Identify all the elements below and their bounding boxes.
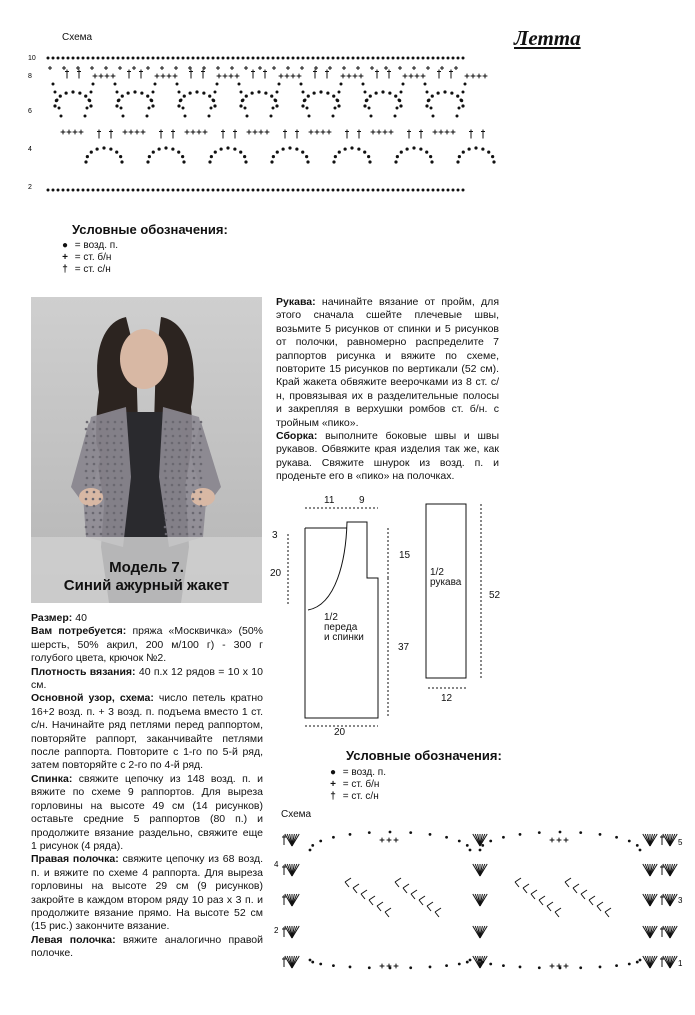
sleeve-label-1: 1/2 xyxy=(430,567,444,578)
photo-caption xyxy=(31,559,262,595)
legend-bottom-list xyxy=(326,767,386,803)
top-pattern-stitches xyxy=(47,57,496,192)
bottom-row-2: 2 xyxy=(274,926,279,935)
dim-right-15: 15 xyxy=(399,550,411,561)
bottom-chart-label: Схема xyxy=(281,809,312,820)
pattern-paragraph: Основной узор, схема: число петель кратно 16+2 возд. п. + 3 возд. п. подъема вместо 1 ст. с/н. Начинайте ряд петлями перед раппортом, повторяйте раппорт, заканчивайте петлями после раппорта. Повторите с 1-го по 5-й ряд, затем повторяйте с 2-го по 4-й ряд. xyxy=(31,692,263,772)
single-crochet-symbol-icon: + xyxy=(62,252,68,263)
top-row-8: 8 xyxy=(28,73,32,80)
legend-top-item: † = ст. с/н xyxy=(58,264,118,276)
legend-top-item: ● = возд. п. xyxy=(58,240,118,252)
legend-bottom-item: ● = возд. п. xyxy=(326,767,386,779)
double-crochet-symbol-icon: † xyxy=(62,264,68,275)
left-front-paragraph: Левая полочка: вяжите аналогично правой полочке. xyxy=(31,933,263,960)
sleeve-label-2: рукава xyxy=(430,577,462,588)
top-chart-label: Схема xyxy=(62,32,93,43)
back-paragraph: Спинка: свяжите цепочку из 148 возд. п. и вяжите по схеме 9 раппортов. Для выреза горловины на высоте 49 см (14 рисунков) оставьте средние 5 раппортов (80 п.) и продолжите вязание раздельно, свяжите еще 1 рисунок (4 ряда). xyxy=(31,772,263,852)
body-label-3: и спинки xyxy=(324,632,364,643)
bottom-row-4: 4 xyxy=(274,860,279,869)
legend-top-item: + = ст. б/н xyxy=(58,252,118,264)
bottom-row-1: 1 xyxy=(678,959,683,968)
body-label-2: переда xyxy=(324,622,358,633)
single-crochet-symbol-icon: + xyxy=(330,779,336,790)
dim-left-20: 20 xyxy=(270,568,282,579)
gauge-paragraph: Плотность вязания: 40 п.х 12 рядов = 10 х 10 см. xyxy=(31,665,263,692)
body-label-1: 1/2 xyxy=(324,612,338,623)
bottom-crochet-chart xyxy=(270,820,690,985)
materials-paragraph: Вам потребуется: пряжа «Москвичка» (50% шерсть, 50% акрил, 200 м/100 г) - 300 г голубого цвета, крючок №2. xyxy=(31,625,264,665)
right-front-paragraph: Правая полочка: свяжите цепочку из 68 возд. п. и вяжите по схеме 4 раппорта. Для выреза горловины на высоте 29 см (9 рисунков) закройте в каждом втором ряду 10 раз х 3 п. и продолжите вязание прямо. На высоте 52 см (15 рис.) закончите вязание. xyxy=(31,853,263,933)
chain-symbol-icon: ● xyxy=(61,240,69,251)
dim-left-3: 3 xyxy=(272,530,278,541)
model-figure xyxy=(31,297,262,603)
bottom-pattern-stitches xyxy=(282,831,677,970)
caption-title: Синий ажурный жакет xyxy=(63,577,230,594)
pattern-schematic xyxy=(268,490,518,738)
dim-top-11: 11 xyxy=(324,495,335,506)
assembly-paragraph: Сборка: выполните боковые швы и швы рукавов. Обвяжите края изделия так же, как рукава. Свяжите шнурок из возд. п. и проденьте его в «пико» на полочках. xyxy=(276,430,499,483)
dim-right-37: 37 xyxy=(398,642,410,653)
model-photo xyxy=(31,297,262,603)
top-row-2: 2 xyxy=(28,184,32,191)
legend-bottom-item: + = ст. б/н xyxy=(326,779,386,791)
right-instructions xyxy=(276,296,499,484)
double-crochet-symbol-icon: † xyxy=(330,791,336,802)
bottom-row-5: 5 xyxy=(678,838,683,847)
chain-symbol-icon: ● xyxy=(329,767,337,778)
dim-sleeve-12: 12 xyxy=(441,693,453,704)
dim-top-9: 9 xyxy=(359,495,365,506)
size-paragraph: Размер: 40 xyxy=(31,612,87,624)
dim-sleeve-52: 52 xyxy=(489,590,501,601)
bottom-row-3: 3 xyxy=(678,896,683,905)
top-crochet-chart xyxy=(28,44,478,214)
top-row-10: 10 xyxy=(28,55,36,62)
top-row-6: 6 xyxy=(28,108,32,115)
top-row-4: 4 xyxy=(28,146,32,153)
legend-bottom-item: † = ст. с/н xyxy=(326,791,386,803)
caption-model: Модель 7. xyxy=(109,559,184,576)
sleeves-paragraph: Рукава: начинайте вязание от пройм, для этого сначала сшейте плечевые швы, возьмите 5 рисунков от спинки и 5 рисунков от полочки, равномерно распределите 7 раппортов рисунка и вяжите по схеме, повторите 15 рисунков по вертикали (52 см). Край жакета обвяжите веерочками из 8 ст. с/н, провязывая их в разделительные полосы и закрепляя в верхушки ромбов ст. б/н. с тройным «пико». xyxy=(276,296,499,429)
legend-top-title: Условные обозначения: xyxy=(72,222,228,237)
legend-top-list xyxy=(58,240,118,276)
dim-bottom-20: 20 xyxy=(334,727,346,738)
left-instructions xyxy=(31,612,263,961)
legend-bottom-title: Условные обозначения: xyxy=(346,748,502,763)
brand-title: Летта xyxy=(514,26,581,50)
